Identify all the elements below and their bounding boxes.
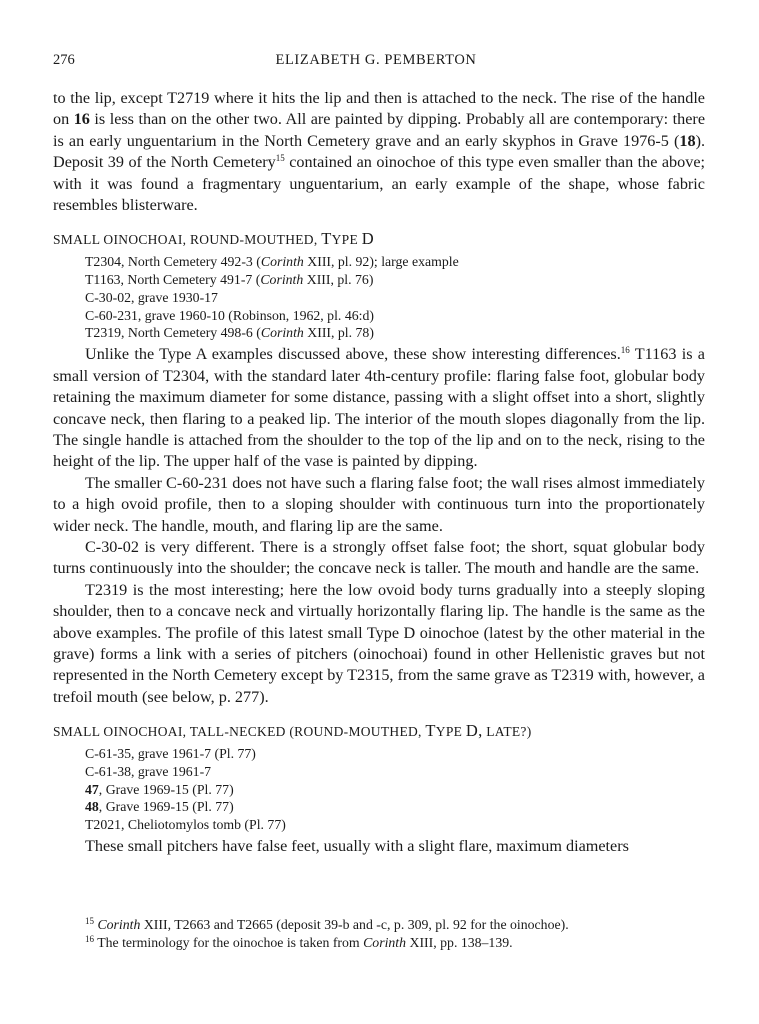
paragraph: Unlike the Type A examples discussed above, these show interesting differences.$^{16}$ T1163 is a small version of T2304, with the standard later 4th-century profile: flaring false foot, globular body retaining the maximum diameter for some distance, passing with a slight offset into a short, slightly concave neck, then flaring to a peaked lip. The interior of the mouth slopes diagonally from the lip. The single handle is attached from the shoulder to the top of the lip and on to the neck, rising to the height of the lip. The upper half of the vase is painted by dipping. — [53, 345, 705, 471]
catalogue-entry: T1163, North Cemetery 491-7 (Corinth XIII, pl. 76) — [85, 271, 374, 287]
section-heading-tall-necked: SMALL OINOCHOAI, TALL-NECKED (ROUND-MOUTHED, TYPE D, LATE?) — [53, 721, 532, 741]
catalogue-entry: 48, Grave 1969-15 (Pl. 77) — [85, 799, 234, 815]
section-heading-type-d: SMALL OINOCHOAI, ROUND-MOUTHED, TYPE D — [53, 229, 374, 249]
continuation-paragraph: to the lip, except T2719 where it hits the lip and then is attached to the neck. The rise of the handle on 16 is less than on the other two. All are painted by dipping. Probably all are contemporary: there is an early unguentarium in the North Cemetery grave and an early skyphos in Grave 1976-5 (18). Deposit 39 of the North Cemetery$^{15}$ contained an oinochoe of this type even smaller than the above; with it was found a fragmentary unguentarium, an early example of the shape, whose fabric resembles blisterware. — [53, 89, 706, 215]
catalogue-entry: C-60-231, grave 1960-10 (Robinson, 1962, pl. 46:d) — [85, 307, 374, 323]
catalogue-entry: C-61-35, grave 1961-7 (Pl. 77) — [85, 745, 256, 761]
body-text — [53, 88, 705, 858]
catalogue-entry: C-61-38, grave 1961-7 — [85, 763, 212, 779]
catalogue-entry: 47, Grave 1969-15 (Pl. 77) — [85, 781, 234, 797]
catalogue-entry: T2304, North Cemetery 492-3 (Corinth XIII, pl. 92); large example — [85, 253, 459, 269]
running-title: ELIZABETH G. PEMBERTON — [275, 52, 477, 68]
catalogue-list-type-d — [53, 253, 705, 343]
paragraph: T2319 is the most interesting; here the low ovoid body turns gradually into a steeply sloping shoulder, then to a concave neck and virtually horizontally flaring lip. The handle is the same as the above examples. The profile of this latest small Type D oinochoe (latest by the other material in the grave) forms a link with a series of pitchers (oinochoai) found in other Hellenistic graves but not represented in the North Cemetery except by T2315, from the same grave as T2319 with, however, a trefoil mouth (see below, p. 277). — [53, 580, 705, 706]
footnote-16: $^{16}$ The terminology for the oinochoe is taken from Corinth XIII, pp. 138–139. — [85, 934, 513, 950]
paragraph: These small pitchers have false feet, usually with a slight flare, maximum diameters — [85, 837, 629, 856]
catalogue-ref: 18 — [679, 131, 696, 150]
footnotes — [53, 916, 705, 952]
catalogue-entry: C-30-02, grave 1930-17 — [85, 289, 218, 305]
catalogue-ref: 16 — [73, 110, 90, 129]
page-number: 276 — [53, 52, 75, 68]
catalogue-entry: T2319, North Cemetery 498-6 (Corinth XIII, pl. 78) — [85, 325, 374, 341]
catalogue-entry: T2021, Cheliotomylos tomb (Pl. 77) — [85, 817, 286, 833]
paragraph: The smaller C-60-231 does not have such a flaring false foot; the wall rises almost immediately to a high ovoid profile, then to a sloping shoulder with continuous turn into the proportionately wider neck. The handle, mouth, and flaring lip are the same. — [53, 473, 705, 535]
running-header — [53, 52, 699, 74]
footnote-15: $^{15}$ Corinth XIII, T2663 and T2665 (deposit 39-b and -c, p. 309, pl. 92 for the oinochoe). — [85, 916, 569, 932]
footnote-ref[interactable]: 15 — [275, 153, 285, 164]
catalogue-list-tall-necked — [53, 745, 705, 835]
footnote-ref[interactable]: 16 — [620, 345, 630, 356]
paragraph: C-30-02 is very different. There is a strongly offset false foot; the short, squat globular body turns continuously into the shoulder; the concave neck is taller. The mouth and handle are the same. — [53, 538, 705, 578]
